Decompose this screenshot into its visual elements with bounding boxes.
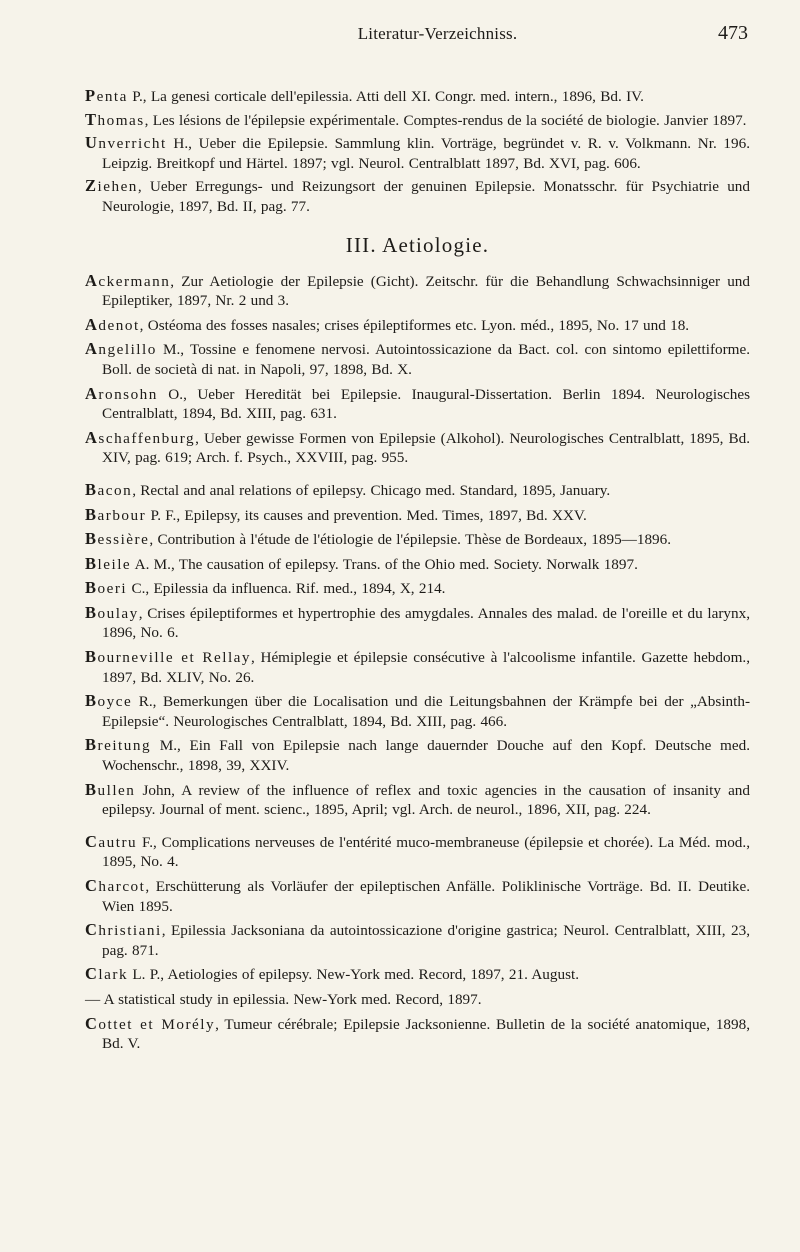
author-initial: B [85,578,98,598]
bibliography-entry [85,647,750,687]
author-initial: A [85,383,99,403]
bibliography-entry [85,1014,750,1054]
entry-text: , Rectal and anal relations of epilepsy. Chicago med. Standard, 1895, January. [132,481,611,499]
entry-author [85,966,128,983]
author-name-rest: oulay [97,604,139,622]
letter-group [85,86,750,217]
entry-author [85,109,145,129]
entry-text: John, A review of the influence of reflex and toxic agencies in the causation of insanity and epilepsy. Journal of ment. scienc., 1895, April; vgl. Arch. de neurol., 1896, XII, pag. 224. [102,781,750,819]
entry-author [85,178,138,195]
author-name-rest: denot [98,316,140,334]
author-name-rest: ngelillo [98,341,157,359]
author-initial: P [85,86,97,105]
entry-text: P. F., Epilepsy, its causes and prevention. Med. Times, 1897, Bd. XXV. [146,506,587,524]
bibliography-entry [85,86,750,107]
author-name-rest: harcot [98,878,146,895]
author-initial: Z [85,176,98,196]
entries-before-section [85,86,750,217]
bibliography-entry [85,339,750,379]
author-initial: B [85,479,98,499]
author-name-rest: ourneville et Rellay [97,649,252,667]
author-initial: B [85,779,98,799]
author-initial: A [85,339,99,359]
author-initial: C [85,964,99,984]
entry-text: , Ueber Erregungs- und Reizungsort der genuinen Epilepsie. Monatsschr. für Psychiatrie und Neurologie, 1897, Bd. II, pag. 77. [102,178,750,215]
entry-author [85,135,167,152]
bibliography-entry [85,735,750,775]
entry-text: , Erschütterung als Vorläufer der epileptischen Anfälle. Poliklinische Vorträge. Bd. II. Deutike. Wien 1895. [102,878,750,915]
entry-author [85,314,140,334]
entry-author [85,737,151,754]
bibliography-entry [85,428,750,468]
bibliography-entry [85,271,750,311]
author-initial: B [85,691,98,711]
entry-text: , Crises épileptiformes et hypertrophie des amygdales. Annales des malad. de l'oreille et du larynx, 1896, No. 6. [102,604,750,642]
author-name-rest: nverricht [98,135,167,153]
page-number: 473 [718,22,748,44]
entry-author [85,553,132,573]
letter-group [85,832,750,1054]
entry-author [85,383,158,403]
entry-text: A. M., The causation of epilepsy. Trans. of the Ohio med. Society. Norwalk 1897. [131,555,638,573]
bibliography-entry [85,133,750,173]
letter-group [85,271,750,468]
entry-author [85,504,147,524]
bibliography-entry [85,384,750,424]
author-name-rest: ullen [97,781,136,799]
author-initial: A [85,427,99,447]
entry-text: , Ostéoma des fosses nasales; crises épileptiformes etc. Lyon. méd., 1895, No. 17 und 18. [139,316,690,334]
author-initial: C [85,920,99,940]
author-initial: B [85,602,98,622]
bibliography-entry [85,989,750,1010]
author-name-rest: schaffenburg [98,429,196,447]
bibliography-entry [85,876,750,916]
bibliography-entry [85,315,750,336]
entry-text: M., Tossine e fenomene nervosi. Autointossicazione da Bact. col. con sintomo epilettiforme. Boll. de società di nat. in Napoli, 97, 1898, Bd. X. [102,341,750,378]
author-name-rest: reitung [97,737,152,755]
entry-author [85,270,171,290]
author-initial: C [85,1013,99,1033]
entry-text: , Tumeur cérébrale; Epilepsie Jacksonienne. Bulletin de la société anatomique, 1898, Bd. V. [102,1015,750,1053]
entry-author [85,479,133,499]
running-title: Literatur-Verzeichniss. [357,24,518,43]
author-name-rest: ckermann [98,272,171,290]
author-name-rest: essière [97,531,150,549]
author-initial: B [85,735,98,755]
author-name-rest: autru [98,833,138,851]
entry-author [85,878,145,895]
entry-text: L. P., Aetiologies of epilepsy. New-York med. Record, 1897, 21. August. [128,966,580,984]
entry-text: , Contribution à l'étude de l'étiologie de l'épilepsie. Thèse de Bordeaux, 1895—1896. [149,531,672,549]
running-header [85,0,750,86]
entry-text: C., Epilessia da influenca. Rif. med., 1894, X, 214. [127,580,446,598]
entry-text: F., Complications nerveuses de l'entérité muco-membraneuse (épilepsie et chorée). La Méd. mod., 1895, No. 4. [102,833,750,871]
bibliography-entry [85,529,750,550]
entry-author [85,779,136,799]
author-initial: U [85,133,99,153]
bibliography-entry [85,578,750,599]
author-name-rest: iehen [97,178,138,196]
entry-text: M., Ein Fall von Epilepsie nach lange dauernder Douche auf den Kopf. Deutsche med. Wochenschr., 1898, 39, XXIV. [102,737,750,775]
entry-author [85,602,139,622]
author-name-rest: leile [97,555,132,573]
entry-text: , Les lésions de l'épilepsie expérimentale. Comptes-rendus de la société de biologie. Janvier 1897. [144,111,747,129]
author-name-rest: ronsohn [98,385,158,403]
bibliography-entry [85,691,750,731]
author-name-rest: oyce [97,693,133,711]
entry-text: — A statistical study in epilessia. New-York med. Record, 1897. [85,990,482,1008]
entry-author [85,831,138,851]
author-initial: A [85,270,99,290]
author-initial: C [85,876,99,895]
entry-text: H., Ueber die Epilepsie. Sammlung klin. Vorträge, begründet v. R. v. Volkmann. Nr. 196. Leipzig. Breitkopf und Härtel. 1897; vgl. Neurol. Centralblatt 1897, Bd. XVI, pag. 606. [102,135,750,172]
author-name-rest: enta [96,88,128,105]
entry-text: , Ueber gewisse Formen von Epilepsie (Alkohol). Neurologisches Centralblatt, 1895, Bd. XIV, pag. 619; Arch. f. Psych., XXVIII, pag. 955. [102,429,750,467]
author-name-rest: ottet et Morély [98,1015,216,1033]
author-initial: B [85,553,98,573]
entry-text: P., La genesi corticale dell'epilessia. Atti dell XI. Congr. med. intern., 1896, Bd. IV. [127,88,644,105]
author-name-rest: oeri [97,580,128,598]
author-initial: B [85,504,98,524]
entry-author [85,531,149,548]
author-initial: B [85,529,98,549]
entry-author [85,1013,216,1033]
author-name-rest: acon [97,481,133,499]
author-name-rest: homas [97,111,145,129]
entry-author [85,693,132,710]
entry-text: O., Ueber Heredität bei Epilepsie. Inaugural-Dissertation. Berlin 1894. Neurologisches Centralblatt, 1894, Bd. XIII, pag. 631. [102,385,750,423]
bibliography-entry [85,176,750,216]
bibliography-entry [85,920,750,960]
author-name-rest: arbour [97,506,147,524]
bibliography-entry [85,964,750,985]
entry-author [85,580,127,597]
author-initial: B [85,647,98,667]
author-name-rest: lark [98,966,129,984]
letter-group [85,480,750,820]
entry-author [85,922,162,939]
entry-text: , Epilessia Jacksoniana da autointossicazione d'origine gastrica; Neurol. Centralblatt, XIII, 23, pag. 871. [102,922,750,959]
entry-text: R., Bemerkungen über die Localisation und die Leitungsbahnen der Krämpfe bei der „Absinth-Epilepsie“. Neurologisches Centralblatt, 1894, Bd. XIII, pag. 466. [102,693,750,730]
entries-after-section [85,271,750,1054]
bibliography-entry [85,603,750,643]
bibliography-entry [85,780,750,820]
author-initial: T [85,109,98,129]
bibliography-entry [85,832,750,872]
entry-text: , Zur Aetiologie der Epilepsie (Gicht). Zeitschr. für die Behandlung Schwachsinniger und Epileptiker, 1897, Nr. 2 und 3. [102,272,750,310]
section-heading: III. Aetiologie. [345,232,490,257]
bibliography-entry [85,110,750,131]
author-initial: C [85,831,99,851]
bibliography-entry [85,480,750,501]
author-initial: A [85,314,99,334]
entry-author [85,88,128,105]
entry-author [85,649,251,666]
entry-author [85,427,196,447]
bibliography-entry [85,505,750,526]
entry-text: , Hémiplegie et épilepsie consécutive à l'alcoolisme infantile. Gazette hebdom., 1897, Bd. XLIV, No. 26. [102,649,750,686]
author-name-rest: hristiani [98,922,162,940]
entry-author [85,341,157,358]
bibliography-entry [85,554,750,575]
